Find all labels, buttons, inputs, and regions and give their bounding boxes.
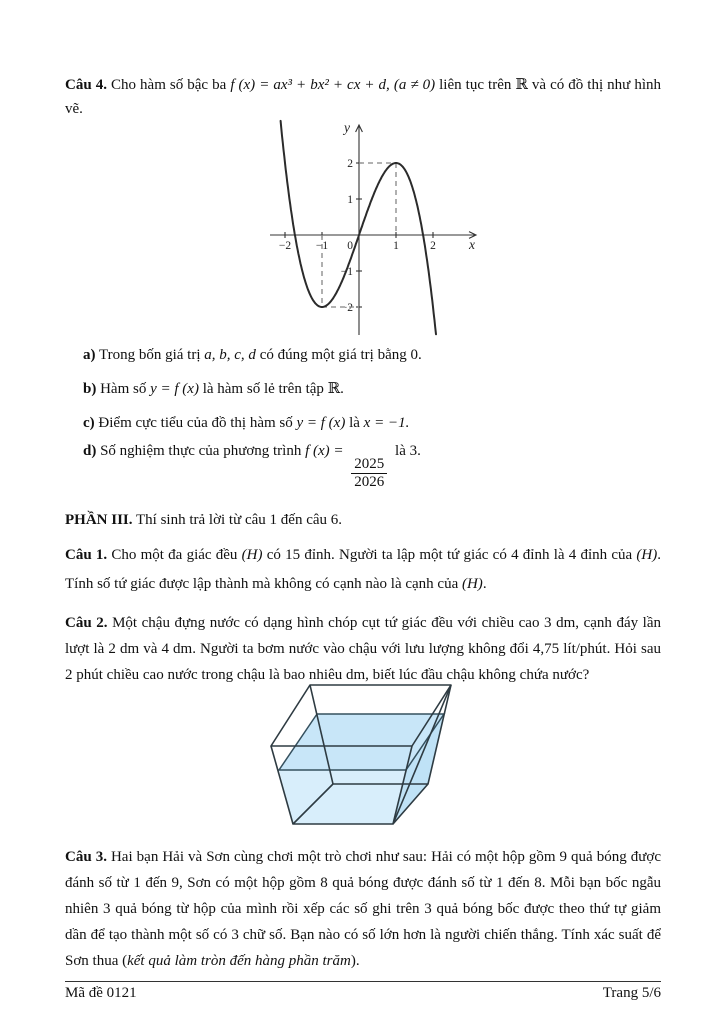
frustum-svg [263,680,495,840]
x-tick-label: −2 [278,240,292,252]
exam-code: Mã đề 0121 [65,985,137,1001]
frustum-water-figure [263,680,495,840]
page-content [65,0,661,974]
fraction: $\frac{2025}{2026}$ [351,456,387,491]
page-footer [65,981,661,1002]
x-tick-label: 2 [430,240,436,252]
question-2: Câu 2. Một chậu đựng nước có dạng hình chóp cụt tứ giác đều với chiều cao 3 dm, cạnh đáy lần lượt là 2 dm và 4 dm. Người ta bơm nước vào chậu với lưu lượng không đổi 4,75 lít/phút. Hỏi sau 2 phút chiều cao nước trong chậu là bao nhiêu dm, biết lúc đầu chậu không chứa nước? [65,615,661,683]
part-3-heading: PHẦN III. Thí sinh trả lời từ câu 1 đến câu 6. [65,512,343,528]
y-tick-label: 2 [347,158,353,170]
question-4-item-a: a) Trong bốn giá trị a, b, c, d có đúng một giá trị bằng 0. [83,347,422,363]
cubic-function-graph [270,117,482,339]
x-axis-label: x [469,237,475,252]
question-3: Câu 3. Hai bạn Hải và Sơn cùng chơi một trò chơi như sau: Hải có một hộp gồm 9 quả bóng được đánh số từ 1 đến 9, Sơn có một hộp gồm 8 quả bóng được đánh số từ 1 đến 8. Mỗi bạn bốc ngẫu nhiên 3 quả bóng từ hộp của mình rồi xếp các số ghi trên 3 quả bóng bốc được theo thứ tự giảm dần để tạo thành một số có 3 chữ số. Bạn nào có số lớn hơn là người chiến thắng. Tính xác suất để Sơn thua (kết quả làm tròn đến hàng phần trăm). [65,849,661,969]
question-4-item-b: b) Hàm số y = f (x) là hàm số lẻ trên tập ℝ. [83,381,344,397]
question-4-item-d: d) Số nghiệm thực của phương trình f (x) = $\frac{2025}{2026}$ là 3. [83,443,421,490]
y-tick-label: −2 [340,302,353,314]
page-number: Trang 5/6 [602,985,661,1001]
x-tick-label: −1 [315,240,329,252]
question-4-intro: Câu 4. Cho hàm số bậc ba f (x) = ax³ + bx² + cx + d, (a ≠ 0) liên tục trên ℝ và có đồ thị như hình vẽ. [65,77,661,117]
water-front-face [279,770,406,824]
question-1: Câu 1. Cho một đa giác đều (H) có 15 đỉnh. Người ta lập một tứ giác có 4 đỉnh là 4 đỉnh của (H). Tính số tứ giác được lập thành mà không có cạnh nào là cạnh của (H). [65,547,661,592]
y-axis-label: y [344,120,350,135]
cubic-graph-svg [270,117,482,339]
function-curve [278,121,436,334]
y-tick-label: −1 [340,266,353,278]
y-tick-label: 1 [347,194,353,206]
origin-label: 0 [347,240,353,252]
question-4-item-c: c) Điểm cực tiểu của đồ thị hàm số y = f (x) là x = −1. [83,415,410,431]
x-tick-label: 1 [393,240,399,252]
